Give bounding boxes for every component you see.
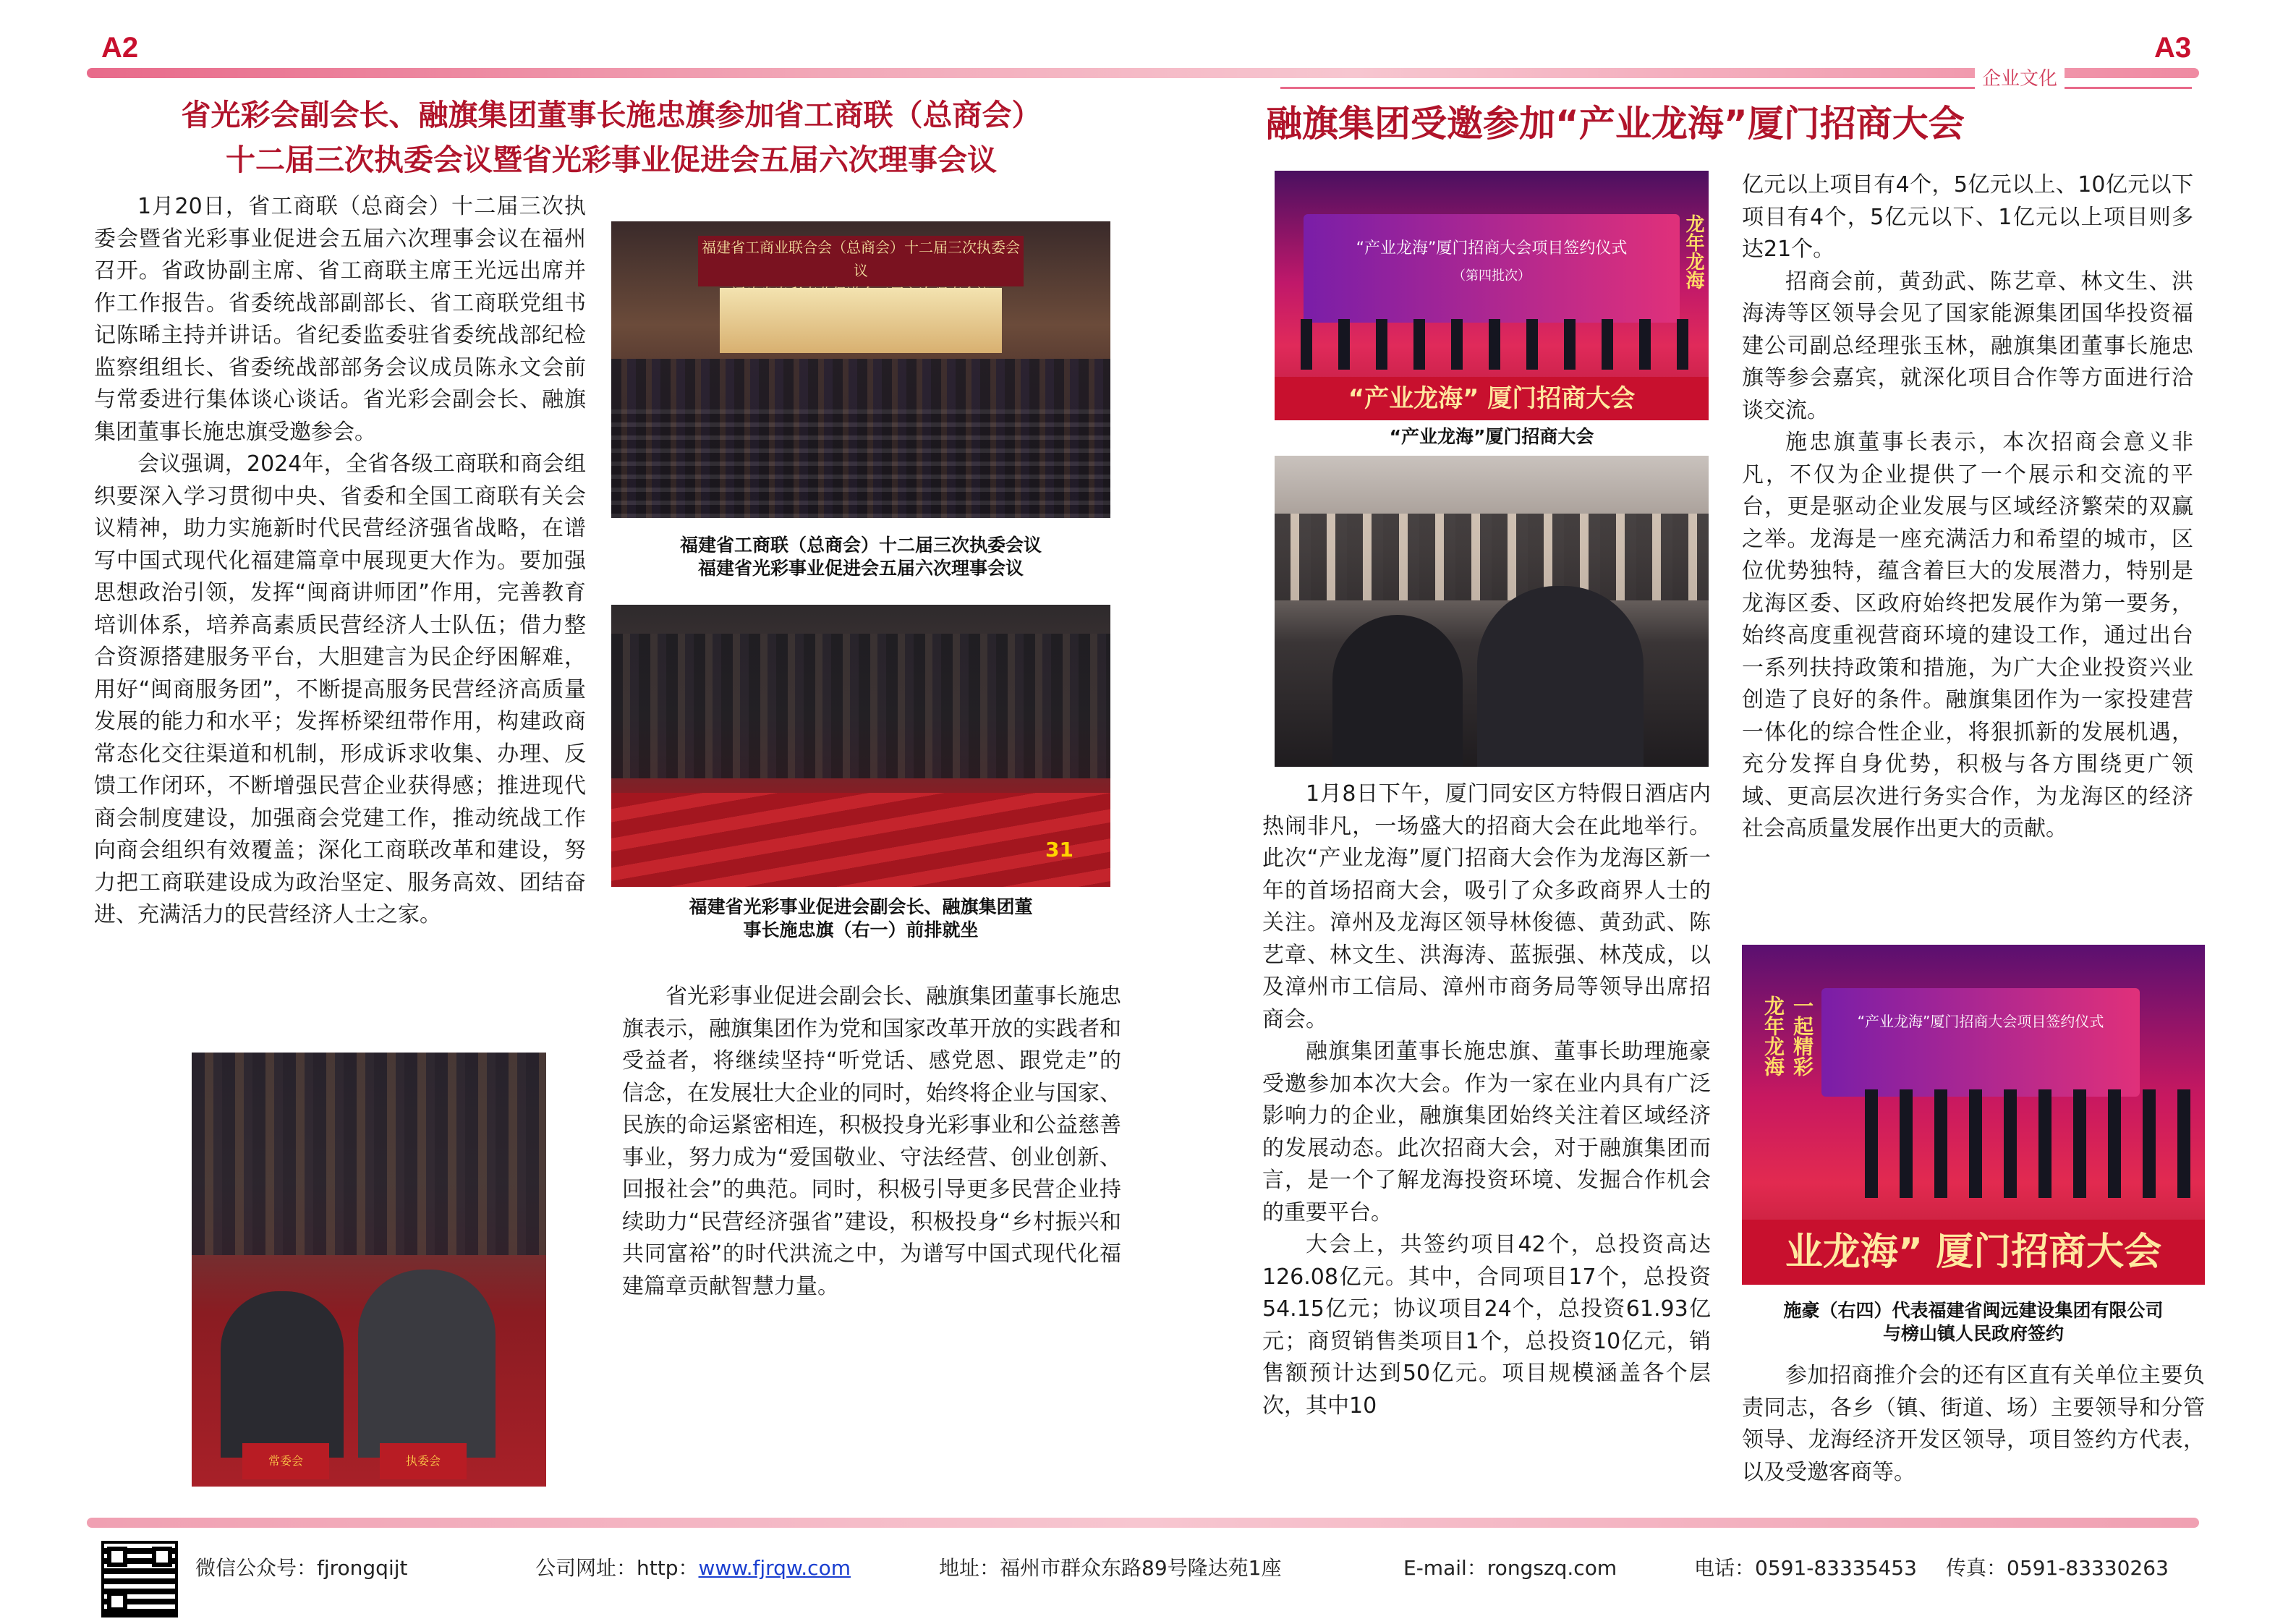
screen-sub: （第四批次） bbox=[1453, 268, 1531, 284]
website-label: 公司网址：http： bbox=[535, 1556, 699, 1580]
left-col2 bbox=[622, 981, 1121, 1303]
left-title-line2: 十二届三次执委会议暨省光彩事业促进会五届六次理事会议 bbox=[226, 143, 997, 177]
caption-line1: 福建省工商联（总商会）十二届三次执委会议 bbox=[679, 535, 1042, 556]
section-tag: 企业文化 bbox=[1975, 64, 2065, 90]
paragraph: 省光彩事业促进会副会长、融旗集团董事长施忠旗表示，融旗集团作为党和国家改革开放的实践者和受益者，将继续坚持“听党话、感党恩、跟党走”的信念，在发展壮大企业的同时，始终将企业与国家、民族的命运紧密相连，积极投身光彩事业和公益慈善事业，努力成为“爱国敬业、守法经营、创业创新、回报社会”的典范。同时，积极引导更多民营企业持续助力“民营经济强省”建设，积极投身“乡村振兴和共同富裕”的时代洪流之中，为谱写中国式现代化福建篇章贡献智慧力量。 bbox=[622, 984, 1121, 1299]
stage-text: 业龙海” 厦门招商大会 bbox=[1742, 1220, 2205, 1285]
side-banner: 龙年龙海 bbox=[1761, 995, 1785, 1076]
paragraph: 会议强调，2024年，全省各级工商联和商会组织要深入学习贯彻中央、省委和全国工商联有关会议精神，助力实施新时代民营经济强省战略，在谱写中国式现代化福建篇章中展现更大作为。要加强思想政治引领，发挥“闽商讲师团”作用，完善教育培训体系，培养高素质民营经济人士队伍；借力整合资源搭建服务平台，大胆建言为民企纾困解难，用好“闽商服务团”，不断提高服务民营经济高质量发展的能力和水平；发挥桥梁纽带作用，构建政商常态化交往渠道和机制，形成诉求收集、办理、反馈工作闭环，不断增强民营企业获得感；推进现代商会制度建设，加强商会党建工作，推动统战工作向商会组织有效覆盖；深化工商联改革和建设，努力把工商联建设成为政治坚定、服务高效、团结奋进、充满活力的民营经济人士之家。 bbox=[94, 451, 586, 927]
left-article-title bbox=[87, 93, 1136, 182]
right-col2 bbox=[1742, 169, 2193, 846]
photo-audience bbox=[1275, 456, 1709, 767]
qr-code-icon bbox=[101, 1541, 178, 1617]
right-article-title: 融旗集团受邀参加“产业龙海”厦门招商大会 bbox=[1266, 103, 1965, 145]
footer-website bbox=[535, 1552, 851, 1581]
right-col1 bbox=[1262, 778, 1711, 1422]
screen-title: “产业龙海”厦门招商大会项目签约仪式 bbox=[1356, 239, 1628, 258]
header-bar bbox=[87, 68, 2199, 78]
footer-wechat: 微信公众号：fjrongqijt bbox=[195, 1556, 408, 1580]
paragraph: 参加招商推介会的还有区直有关单位主要负责同志，各乡（镇、街道、场）主要领导和分管领导、龙海经济开发区领导，项目签约方代表，以及受邀客商等。 bbox=[1742, 1363, 2205, 1485]
paragraph: 1月20日，省工商联（总商会）十二届三次执委会暨省光彩事业促进会五届六次理事会议在福州召开。省政协副主席、省工商联主席王光远出席并作工作报告。省委统战部副部长、省工商联党组书记陈晞主持并讲话。省纪委监委驻省委统战部纪检监察组组长、省委统战部部务会议成员陈永文会前与常委进行集体谈心谈话。省光彩会副会长、融旗集团董事长施忠旗受邀参会。 bbox=[94, 194, 586, 445]
stage-text: “产业龙海” 厦门招商大会 bbox=[1275, 377, 1709, 420]
caption-line2: 与榜山镇人民政府签约 bbox=[1882, 1323, 2064, 1344]
right-photo3-caption bbox=[1742, 1299, 2205, 1345]
paragraph: 大会上，共签约项目42个，总投资高达126.08亿元。其中，合同项目17个，总投资54.15亿元；协议项目24个，总投资61.93亿元；商贸销售类项目1个，总投资10亿元，销售额预计达到50亿元。项目规模涵盖各个层次，其中10 bbox=[1262, 1232, 1711, 1419]
banner-line1: 福建省工商业联合会（总商会）十二届三次执委会议 bbox=[702, 239, 1020, 279]
screen-title: “产业龙海”厦门招商大会项目签约仪式 bbox=[1857, 1013, 2104, 1030]
page-number-left: A2 bbox=[101, 32, 139, 64]
paragraph: 1月8日下午，厦门同安区方特假日酒店内热闹非凡，一场盛大的招商大会在此地举行。此次“产业龙海”厦门招商大会作为龙海区新一年的首场招商大会，吸引了众多政商界人士的关注。漳州及龙海区领导林俊德、黄劲武、陈艺章、林文生、洪海涛、蓝振强、林茂成，以及漳州市工信局、漳州市商务局等领导出席招商会。 bbox=[1262, 781, 1711, 1032]
nameplate: 执委会 bbox=[380, 1443, 467, 1479]
website-link[interactable]: www.fjrqw.com bbox=[698, 1556, 851, 1580]
photo-investment-stage bbox=[1275, 171, 1709, 420]
paragraph: 亿元以上项目有4个，5亿元以上、10亿元以下项目有4个，5亿元以下、1亿元以上项目则多达21个。 bbox=[1742, 172, 2193, 262]
footer-address: 地址：福州市群众东路89号隆达苑1座 bbox=[939, 1556, 1282, 1580]
side-banner: 龙年龙海 bbox=[1683, 214, 1704, 289]
right-col2-final bbox=[1742, 1360, 2205, 1489]
caption-line1: 施豪（右四）代表福建省闽远建设集团有限公司 bbox=[1783, 1300, 2164, 1321]
page-number-right: A3 bbox=[2154, 32, 2192, 64]
caption-line2: 福建省光彩事业促进会五届六次理事会议 bbox=[697, 558, 1024, 579]
photo1-caption bbox=[611, 534, 1110, 580]
photo-signing-ceremony bbox=[1742, 945, 2205, 1285]
paragraph: 融旗集团董事长施忠旗、董事长助理施豪受邀参加本次大会。作为一家在业内具有广泛影响力的企业，融旗集团始终关注着区域经济的发展动态。此次招商大会，对于融旗集团而言，是一个了解龙海投资环境、发掘合作机会的重要平台。 bbox=[1262, 1039, 1711, 1225]
footer-bar bbox=[87, 1518, 2199, 1528]
left-col1 bbox=[94, 191, 586, 932]
footer-fax: 传真：0591-83330263 bbox=[1946, 1556, 2169, 1580]
footer-email[interactable]: E-mail：rongszq.com bbox=[1403, 1556, 1617, 1580]
seat-number: 31 bbox=[1045, 838, 1073, 862]
photo2-caption bbox=[611, 896, 1110, 942]
photo-delegates-seated bbox=[611, 605, 1110, 887]
photo-meeting-hall bbox=[611, 221, 1110, 518]
right-photo1-caption: “产业龙海”厦门招商大会 bbox=[1389, 426, 1594, 447]
caption-line1: 福建省光彩事业促进会副会长、融旗集团董 bbox=[689, 896, 1033, 917]
nameplate: 常委会 bbox=[242, 1443, 329, 1479]
paragraph: 施忠旗董事长表示，本次招商会意义非凡，不仅为企业提供了一个展示和交流的平台，更是驱动企业发展与区域经济繁荣的双赢之举。龙海是一座充满活力和希望的城市，区位优势独特，蕴含着巨大的发展潜力，特别是龙海区委、区政府始终把发展作为第一要务，始终高度重视营商环境的建设工作，通过出台一系列扶持政策和措施，为广大企业投资兴业创造了良好的条件。融旗集团作为一家投建营一体化的综合性企业，将狠抓新的发展机遇，充分发挥自身优势，积极与各方围绕更广领域、更高层次进行务实合作，为龙海区的经济社会高质量发展作出更大的贡献。 bbox=[1742, 430, 2193, 841]
side-banner: 一起精彩 bbox=[1790, 995, 1814, 1076]
photo-front-row bbox=[192, 1053, 546, 1487]
paragraph: 招商会前，黄劲武、陈艺章、林文生、洪海涛等区领导会见了国家能源集团国华投资福建公司副总经理张玉林，融旗集团董事长施忠旗等参会嘉宾，就深化项目合作等方面进行洽谈交流。 bbox=[1742, 268, 2193, 423]
left-title-line1: 省光彩会副会长、融旗集团董事长施忠旗参加省工商联（总商会） bbox=[181, 98, 1042, 132]
footer-phone: 电话：0591-83335453 bbox=[1694, 1556, 1917, 1580]
caption-line2: 事长施忠旗（右一）前排就坐 bbox=[743, 919, 979, 940]
